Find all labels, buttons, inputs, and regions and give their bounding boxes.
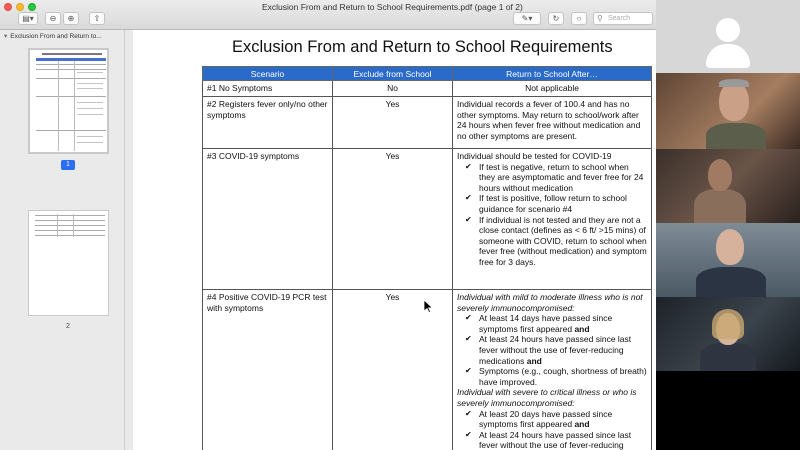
pen-icon: ✎▾ bbox=[521, 14, 533, 23]
participant-torso bbox=[706, 123, 766, 149]
zoom-out-icon: ⊖ bbox=[49, 14, 57, 23]
rotate-button[interactable] bbox=[548, 12, 564, 25]
page-number-1[interactable]: 1 bbox=[61, 160, 75, 170]
thumbnail-line bbox=[77, 142, 103, 143]
thumbnail-line bbox=[35, 220, 105, 221]
thumbnail-sidebar bbox=[0, 30, 125, 450]
thumbnail-divider bbox=[74, 61, 75, 151]
checklist-item: ✔ If test is negative, return to school when they are asymptomatic and fever free for 24 hours without medication bbox=[457, 162, 647, 194]
thumbnail-divider bbox=[73, 214, 74, 237]
checklist-text: At least 24 hours have passed since last fever without the use of fever-reducing medications bbox=[479, 334, 632, 366]
thumbnail-line bbox=[35, 225, 105, 226]
participant-video-tile[interactable] bbox=[656, 149, 800, 223]
search-input[interactable] bbox=[593, 12, 653, 25]
exclude-cell: Yes bbox=[333, 290, 453, 450]
video-participants-panel bbox=[656, 0, 800, 450]
participant-face bbox=[708, 159, 732, 191]
sidebar-toggle-button[interactable] bbox=[18, 12, 38, 25]
page-thumbnail-2[interactable] bbox=[28, 210, 109, 316]
close-window-button[interactable] bbox=[4, 3, 12, 11]
checklist-item bbox=[457, 430, 647, 450]
thumbnail-line bbox=[77, 108, 103, 109]
pdf-page bbox=[133, 30, 656, 450]
participant-tile-no-video[interactable] bbox=[656, 0, 800, 73]
minimize-window-button[interactable] bbox=[16, 3, 24, 11]
checklist-conjunction: and bbox=[574, 323, 590, 334]
checklist-item: ✔ If individual is not tested and they are not a close contact (defines as < 6 ft/ >15 mins) of someone with COVID, return to school when fever free (without medication) and symptom free for 3 days. bbox=[457, 215, 647, 268]
table-header-row bbox=[203, 67, 652, 81]
zoom-window-button[interactable] bbox=[28, 3, 36, 11]
thumbnail-line bbox=[36, 130, 106, 131]
checklist-text: At least 14 days have passed since symptoms first appeared bbox=[479, 313, 613, 334]
avatar-placeholder-icon bbox=[716, 18, 740, 42]
avatar-placeholder-body bbox=[706, 44, 750, 68]
disclosure-triangle-icon: ▾ bbox=[4, 33, 8, 40]
participant-video-tile[interactable] bbox=[656, 223, 800, 297]
participant-hair bbox=[719, 79, 749, 87]
thumbnail-divider bbox=[57, 214, 58, 237]
search-icon: ⚲ bbox=[597, 14, 603, 23]
checklist-item bbox=[457, 409, 647, 430]
thumbnail-line bbox=[77, 102, 103, 103]
scenario-cell: #3 COVID-19 symptoms bbox=[203, 149, 333, 290]
return-cell bbox=[453, 149, 652, 290]
thumbnail-divider bbox=[58, 61, 59, 151]
thumbnail-line bbox=[77, 72, 103, 73]
table-row bbox=[203, 81, 652, 97]
document-title: Exclusion From and Return to School Requirements bbox=[232, 38, 613, 56]
zoom-out-button[interactable] bbox=[45, 12, 61, 25]
thumbnail-line bbox=[77, 114, 103, 115]
table-row bbox=[203, 149, 652, 290]
sidebar-header[interactable] bbox=[4, 32, 122, 40]
column-header-return: Return to School After… bbox=[453, 67, 652, 81]
page-thumbnail-1[interactable] bbox=[28, 48, 109, 154]
column-header-exclude: Exclude from School bbox=[333, 67, 453, 81]
table-row bbox=[203, 97, 652, 149]
exclude-cell: No bbox=[333, 81, 453, 97]
participant-torso bbox=[696, 267, 766, 297]
participant-hair bbox=[712, 309, 744, 339]
window-title: Exclusion From and Return to School Requirements.pdf (page 1 of 2) bbox=[262, 2, 523, 12]
checklist-item bbox=[457, 313, 647, 334]
checklist-text: At least 24 hours have passed since last fever without the use of fever-reducing bbox=[479, 429, 632, 450]
participant-torso bbox=[694, 189, 746, 223]
checklist-item bbox=[457, 334, 647, 366]
column-header-scenario: Scenario bbox=[203, 67, 333, 81]
thumbnail-line bbox=[77, 136, 103, 137]
mouse-cursor-icon bbox=[424, 300, 433, 313]
window-toolbar bbox=[0, 0, 656, 30]
participant-video-tile[interactable] bbox=[656, 73, 800, 149]
return-cell bbox=[453, 290, 652, 450]
thumbnail-line bbox=[36, 78, 106, 79]
exclude-cell: Yes bbox=[333, 97, 453, 149]
requirements-table bbox=[202, 66, 652, 450]
search-placeholder: Search bbox=[608, 15, 631, 22]
page-number-2[interactable]: 2 bbox=[66, 323, 70, 330]
return-intro: Individual should be tested for COVID-19 bbox=[457, 151, 612, 161]
scenario-cell: #4 Positive COVID-19 PCR test with symptoms bbox=[203, 290, 333, 450]
sidebar-icon: ▤▾ bbox=[22, 14, 34, 23]
checklist-conjunction: and bbox=[526, 355, 542, 366]
annotate-button[interactable] bbox=[571, 12, 587, 25]
share-icon: ⇧ bbox=[93, 14, 101, 23]
rotate-icon: ↻ bbox=[552, 14, 560, 23]
thumbnail-title-line bbox=[42, 53, 102, 55]
checklist-item bbox=[457, 366, 647, 387]
thumbnail-line bbox=[36, 69, 106, 70]
return-cell: Individual records a fever of 100.4 and has no other symptoms. May return to school/work after 24 hours when fever free without medication and no other symptoms are present. bbox=[453, 97, 652, 149]
scenario-cell: #2 Registers fever only/no other symptoms bbox=[203, 97, 333, 149]
thumbnail-line bbox=[35, 215, 105, 216]
thumbnail-line bbox=[35, 235, 105, 236]
mild-illness-heading: Individual with mild to moderate illness who is not severely immunocompromised: bbox=[457, 292, 643, 313]
checklist-text: At least 20 days have passed since symptoms first appeared bbox=[479, 408, 613, 430]
checklist-conjunction: and bbox=[574, 419, 590, 430]
zoom-in-icon: ⊕ bbox=[67, 14, 75, 23]
participant-video-tile[interactable] bbox=[656, 297, 800, 371]
markup-button[interactable] bbox=[513, 12, 541, 25]
share-button[interactable] bbox=[89, 12, 105, 25]
scenario-cell: #1 No Symptoms bbox=[203, 81, 333, 97]
participant-face bbox=[719, 81, 749, 121]
document-view[interactable] bbox=[126, 30, 656, 450]
sidebar-document-name: Exclusion From and Return to... bbox=[10, 33, 102, 40]
exclude-cell: Yes bbox=[333, 149, 453, 290]
table-row bbox=[203, 290, 652, 450]
participant-face bbox=[716, 229, 744, 265]
checklist-text: Symptoms (e.g., cough, shortness of breath) have improved. bbox=[479, 366, 647, 387]
thumbnail-line bbox=[36, 96, 106, 97]
checklist-item: ✔ If test is positive, follow return to school guidance for scenario #4 bbox=[457, 193, 647, 214]
participant-torso bbox=[700, 343, 756, 371]
severe-illness-heading: Individual with severe to critical illness or who is severely immunocompromised: bbox=[457, 387, 637, 408]
thumbnail-line bbox=[36, 64, 106, 65]
thumbnail-header-bar bbox=[36, 58, 106, 61]
return-cell: Not applicable bbox=[453, 81, 652, 97]
zoom-in-button[interactable] bbox=[63, 12, 79, 25]
thumbnail-line bbox=[35, 230, 105, 231]
annotate-icon: ○ bbox=[576, 14, 582, 23]
thumbnail-line bbox=[77, 83, 103, 84]
thumbnail-line bbox=[77, 88, 103, 89]
